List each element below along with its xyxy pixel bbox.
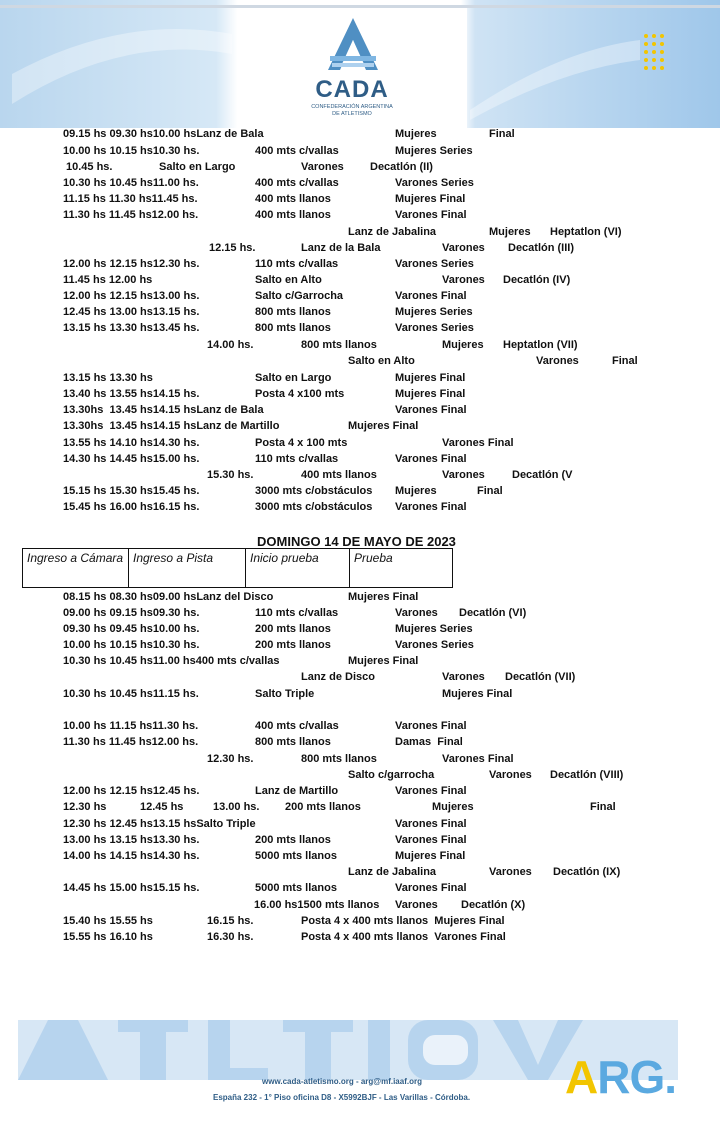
schedule-line: Varones xyxy=(301,161,344,173)
schedule-line: Lanz de Disco xyxy=(301,671,375,683)
schedule-line: 09.15 hs 09.30 hs10.00 hsLanz de Bala xyxy=(63,128,264,140)
schedule-line: Mujeres Series xyxy=(395,306,473,318)
schedule-line: Varones xyxy=(442,242,485,254)
schedule-line: Mujeres Series xyxy=(395,145,473,157)
schedule-line: 12.30 hs 12.45 hs13.15 hsSalto Triple xyxy=(63,818,256,830)
schedule-line: Varones xyxy=(395,607,438,619)
schedule-line: Varones xyxy=(442,671,485,683)
schedule-line: 16.00 hs1500 mts llanos xyxy=(254,899,380,911)
schedule-line: Varones xyxy=(536,355,579,367)
schedule-line: Salto c/garrocha xyxy=(348,769,435,781)
swoosh-graphic xyxy=(12,14,232,124)
schedule-line: 400 mts llanos xyxy=(301,469,377,481)
logo-sub-line-1: CONFEDERACIÓN ARGENTINA xyxy=(311,104,393,110)
schedule-line: Varones Final xyxy=(442,437,514,449)
schedule-line: Varones Final xyxy=(395,290,467,302)
schedule-line: 13.40 hs 13.55 hs14.15 hs. xyxy=(63,388,200,400)
schedule-line: Varones Final xyxy=(395,720,467,732)
schedule-line: 10.30 hs 10.45 hs11.15 hs. xyxy=(63,688,199,700)
schedule-line: Varones xyxy=(395,899,438,911)
schedule-line: Varones Series xyxy=(395,258,474,270)
schedule-line: 12.45 hs xyxy=(140,801,184,813)
schedule-line: 15.15 hs 15.30 hs15.45 hs. xyxy=(63,485,200,497)
schedule-line: Decatlón (III) xyxy=(508,242,575,254)
schedule-line: Varones Series xyxy=(395,322,474,334)
schedule-line: 13.15 hs 13.30 hs13.45 hs. xyxy=(63,322,200,334)
schedule-line: 15.40 hs 15.55 hs xyxy=(63,915,153,927)
dot-grid-decoration xyxy=(643,33,669,73)
schedule-line: 14.00 hs 14.15 hs14.30 hs. xyxy=(63,850,200,862)
schedule-line: 10.00 hs 11.15 hs11.30 hs. xyxy=(63,720,199,732)
schedule-line: 3000 mts c/obstáculos xyxy=(255,501,373,513)
schedule-line: 12.00 hs 12.15 hs12.45 hs. xyxy=(63,785,200,797)
schedule-line: 11.45 hs 12.00 hs xyxy=(63,274,153,286)
schedule-line: 14.30 hs 14.45 hs15.00 hs. xyxy=(63,453,200,465)
schedule-line: 08.15 hs 08.30 hs09.00 hsLanz del Disco xyxy=(63,591,274,603)
schedule-line: 10.00 hs 10.15 hs10.30 hs. xyxy=(63,145,200,157)
schedule-line: Varones Final xyxy=(395,501,467,513)
schedule-line: Mujeres Final xyxy=(395,850,466,862)
schedule-line: 14.00 hs. xyxy=(207,339,254,351)
schedule-line: Varones Series xyxy=(395,177,474,189)
schedule-line: Varones Final xyxy=(395,882,467,894)
schedule-line: 09.30 hs 09.45 hs10.00 hs. xyxy=(63,623,200,635)
arg-logo-a: A xyxy=(565,1051,598,1103)
schedule-line: 16.30 hs. xyxy=(207,931,254,943)
schedule-line: Lanz de Jabalina xyxy=(348,226,437,238)
schedule-line: Varones xyxy=(489,769,532,781)
schedule-line: Salto en Alto xyxy=(255,274,322,286)
schedule-line: 400 mts c/vallas xyxy=(255,720,339,732)
schedule-line: 10.00 hs 10.15 hs10.30 hs. xyxy=(63,639,200,651)
schedule-line: 800 mts llanos xyxy=(301,339,377,351)
schedule-line: Final xyxy=(590,801,616,813)
logo-text: CADA xyxy=(315,76,389,103)
schedule-line: 13.00 hs. xyxy=(213,801,260,813)
schedule-line: Heptatlon (VII) xyxy=(503,339,578,351)
schedule-line: Mujeres Final xyxy=(348,591,419,603)
arg-logo xyxy=(565,1050,676,1104)
schedule-line: Salto en Largo xyxy=(159,161,236,173)
schedule-line: 400 mts c/vallas xyxy=(255,177,339,189)
schedule-line: 12.00 hs 12.15 hs12.30 hs. xyxy=(63,258,200,270)
schedule-line: 400 mts llanos xyxy=(255,193,331,205)
schedule-line: Varones Series xyxy=(395,639,474,651)
schedule-line: Mujeres xyxy=(489,226,531,238)
schedule-line: Mujeres xyxy=(432,801,474,813)
schedule-line: 200 mts llanos xyxy=(255,639,331,651)
schedule-line: Varones xyxy=(442,469,485,481)
cada-logo xyxy=(237,8,467,128)
header-inicio-prueba: Inicio prueba xyxy=(246,549,350,587)
schedule-line: Posta 4 x100 mts xyxy=(255,388,345,400)
schedule-line: Varones Final xyxy=(395,834,467,846)
header-prueba: Prueba xyxy=(354,551,393,565)
schedule-line: Mujeres Final xyxy=(348,655,419,667)
schedule-line: 200 mts llanos xyxy=(255,834,331,846)
schedule-line: 15.55 hs 16.10 hs xyxy=(63,931,153,943)
schedule-line: 3000 mts c/obstáculos xyxy=(255,485,373,497)
schedule-line: 800 mts llanos xyxy=(255,322,331,334)
schedule-line: Decatlón (V xyxy=(512,469,573,481)
schedule-line: Mujeres xyxy=(442,339,484,351)
footer-address: España 232 - 1° Piso oficina D8 - X5992BJF - Las Varillas - Córdoba. xyxy=(213,1093,471,1102)
schedule-line: Salto Triple xyxy=(255,688,315,700)
schedule-line: Salto en Alto xyxy=(348,355,415,367)
schedule-line: 13.15 hs 13.30 hs xyxy=(63,372,153,384)
schedule-line: Final xyxy=(477,485,503,497)
schedule-line: Mujeres xyxy=(395,485,437,497)
schedule-line: Posta 4 x 400 mts llanos Varones Final xyxy=(301,931,506,943)
schedule-line: 12.00 hs 12.15 hs13.00 hs. xyxy=(63,290,200,302)
day-title: DOMINGO 14 DE MAYO DE 2023 xyxy=(257,534,456,549)
schedule-line: Final xyxy=(612,355,638,367)
schedule-line: 5000 mts llanos xyxy=(255,850,337,862)
schedule-line: 200 mts llanos xyxy=(285,801,361,813)
schedule-line: 800 mts llanos xyxy=(255,306,331,318)
schedule-line: Decatlón (VI) xyxy=(459,607,527,619)
schedule-line: Varones Final xyxy=(395,785,467,797)
logo-sub-line-2: DE ATLETISMO xyxy=(332,111,372,117)
cada-a-icon xyxy=(324,16,382,74)
footer-website: www.cada-atletismo.org - arg@mf.iaaf.org xyxy=(262,1077,422,1086)
schedule-line: Decatlón (IV) xyxy=(503,274,571,286)
schedule-line: Salto en Largo xyxy=(255,372,332,384)
schedule-line: 10.30 hs 10.45 hs11.00 hs400 mts c/vallas xyxy=(63,655,280,667)
schedule-line: Lanz de Jabalina xyxy=(348,866,437,878)
schedule-line: Varones xyxy=(442,274,485,286)
schedule-line: 15.45 hs 16.00 hs16.15 hs. xyxy=(63,501,200,513)
schedule-line: 12.15 hs. xyxy=(209,242,256,254)
schedule-line: 800 mts llanos xyxy=(301,753,377,765)
header-ingreso-camara: Ingreso a Cámara xyxy=(23,549,129,587)
schedule-line: Mujeres Series xyxy=(395,623,473,635)
schedule-line: Final xyxy=(489,128,515,140)
schedule-line: Posta 4 x 400 mts llanos Mujeres Final xyxy=(301,915,505,927)
schedule-line: 110 mts c/vallas xyxy=(255,453,339,465)
schedule-line: Mujeres Final xyxy=(348,420,419,432)
header-ingreso-pista: Ingreso a Pista xyxy=(129,549,246,587)
schedule-line: 110 mts c/vallas xyxy=(255,607,339,619)
schedule-line: Varones Final xyxy=(395,209,467,221)
schedule-line: 400 mts llanos xyxy=(255,209,331,221)
schedule-line: 800 mts llanos xyxy=(255,736,331,748)
schedule-line: 13.30hs 13.45 hs14.15 hsLanz de Martillo xyxy=(63,420,280,432)
schedule-line: 13.30hs 13.45 hs14.15 hsLanz de Bala xyxy=(63,404,264,416)
schedule-line: 14.45 hs 15.00 hs15.15 hs. xyxy=(63,882,200,894)
schedule-line: 16.15 hs. xyxy=(207,915,254,927)
schedule-line: 12.30 hs. xyxy=(207,753,254,765)
schedule-line: Decatlón (X) xyxy=(461,899,526,911)
schedule-line: Heptatlon (VI) xyxy=(550,226,622,238)
schedule-line: Damas Final xyxy=(395,736,463,748)
schedule-line: 10.30 hs 10.45 hs11.00 hs. xyxy=(63,177,199,189)
schedule-line: Decatlón (VIII) xyxy=(550,769,624,781)
schedule-line: 5000 mts llanos xyxy=(255,882,337,894)
schedule-line: 09.00 hs 09.15 hs09.30 hs. xyxy=(63,607,200,619)
schedule-line: 11.30 hs 11.45 hs12.00 hs. xyxy=(63,209,199,221)
schedule-line: Mujeres Final xyxy=(442,688,513,700)
schedule-line: Varones Final xyxy=(395,453,467,465)
logo-subtitle xyxy=(237,104,467,118)
header-band xyxy=(0,0,720,128)
schedule-line: Varones Final xyxy=(395,818,467,830)
schedule-line: 400 mts c/vallas xyxy=(255,145,339,157)
schedule-line: 10.45 hs. xyxy=(66,161,113,173)
schedule-line: Decatlón (II) xyxy=(370,161,433,173)
schedule-line: Mujeres Final xyxy=(395,372,466,384)
schedule-line: Mujeres xyxy=(395,128,437,140)
schedule-line: Varones Final xyxy=(442,753,514,765)
schedule-line: Decatlón (VII) xyxy=(505,671,576,683)
schedule-line: 12.45 hs 13.00 hs13.15 hs. xyxy=(63,306,200,318)
schedule-line: Lanz de la Bala xyxy=(301,242,381,254)
schedule-line: 12.30 hs xyxy=(63,801,107,813)
schedule-line: 200 mts llanos xyxy=(255,623,331,635)
schedule-line: Lanz de Martillo xyxy=(255,785,339,797)
schedule-line: Decatlón (IX) xyxy=(553,866,621,878)
schedule-line: Varones Final xyxy=(395,404,467,416)
schedule-line: Posta 4 x 100 mts xyxy=(255,437,348,449)
schedule-line: 11.15 hs 11.30 hs11.45 hs. xyxy=(63,193,198,205)
swoosh-graphic xyxy=(470,40,640,120)
arg-logo-rest: RG. xyxy=(597,1051,677,1103)
schedule-line: 15.30 hs. xyxy=(207,469,254,481)
schedule-header-table xyxy=(22,548,453,588)
schedule-line: Mujeres Final xyxy=(395,193,466,205)
schedule-line: 13.55 hs 14.10 hs14.30 hs. xyxy=(63,437,200,449)
schedule-line: 11.30 hs 11.45 hs12.00 hs. xyxy=(63,736,199,748)
schedule-line: Mujeres Final xyxy=(395,388,466,400)
schedule-line: 13.00 hs 13.15 hs13.30 hs. xyxy=(63,834,200,846)
schedule-line: Varones xyxy=(489,866,532,878)
schedule-line: 110 mts c/vallas xyxy=(255,258,339,270)
schedule-line: Salto c/Garrocha xyxy=(255,290,344,302)
